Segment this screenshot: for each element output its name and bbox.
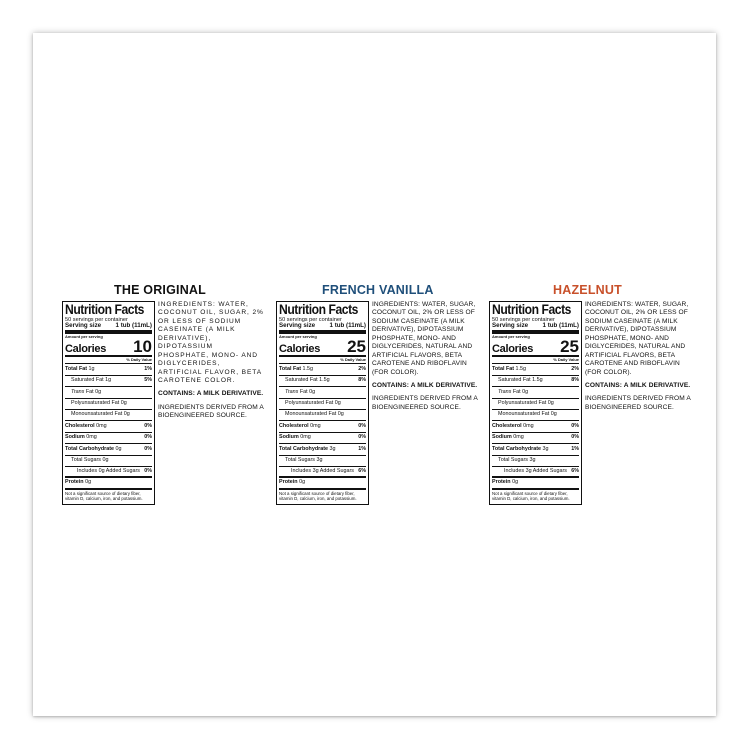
nutrient-row — [65, 478, 152, 489]
nutrient-name-bold: Protein — [65, 479, 84, 486]
ingredients-block — [585, 301, 692, 417]
nutrient-amount: Saturated Fat 1.5g — [285, 377, 330, 384]
nutrient-daily-value: 0% — [571, 434, 579, 441]
nutrient-row — [492, 421, 579, 432]
calories-label: Calories — [279, 343, 321, 356]
nutrition-label — [62, 301, 155, 505]
nutrient-amount: 0g — [114, 445, 122, 452]
calories-row — [279, 339, 366, 357]
nutrient-row — [492, 376, 579, 387]
nutrient-row — [65, 421, 152, 432]
serving-size — [279, 323, 366, 334]
label-footnote: Not a significant source of dietary fiber, vitamin D, calcium, iron, and potassium. — [492, 490, 570, 502]
nutrient-name — [65, 469, 140, 474]
nutrient-name — [279, 412, 344, 417]
nutrient-name-bold: Sodium — [65, 434, 85, 441]
ingredients-text: INGREDIENTS: WATER, COCONUT OIL, SUGAR, 2% OR LESS OF SODIUM CASEINATE (A MILK DERIVATIVE), DIPOTASSIUM PHOSPHATE, MONO- AND DIGLYCERIDES, ARTIFICIAL FLAVOR, BETA CAROTENE COLOR. — [158, 301, 264, 384]
nutrient-name — [65, 447, 122, 452]
nutrient-amount: Fat 0g — [298, 388, 316, 395]
nutrient-amount: 0mg — [84, 434, 97, 441]
product-title: FRENCH VANILLA — [322, 283, 434, 297]
bioengineered-text: INGREDIENTS DERIVED FROM A BIOENGINEERED SOURCE. — [158, 403, 264, 420]
nutrition-label — [276, 301, 369, 505]
nutrient-name — [65, 480, 91, 485]
nutrient-row — [492, 444, 579, 455]
nutrient-amount: Fat 0g — [84, 388, 102, 395]
nutrient-daily-value: 8% — [571, 377, 579, 384]
nutrient-name-bold: Protein — [492, 479, 511, 486]
nutrient-name-bold: Sodium — [492, 434, 512, 441]
calories-label: Calories — [492, 343, 534, 356]
product-title: HAZELNUT — [553, 283, 622, 297]
nutrient-daily-value: 0% — [144, 422, 152, 429]
nutrient-name — [279, 367, 313, 372]
product-title: THE ORIGINAL — [114, 283, 206, 297]
nutrient-name — [279, 401, 341, 406]
ingredients-block — [372, 301, 479, 417]
nutrient-row — [492, 478, 579, 489]
nutrient-name — [279, 390, 315, 395]
nutrition-heading: Nutrition Facts — [65, 302, 144, 317]
nutrient-amount: Total Sugars 3g — [285, 457, 323, 464]
nutrient-row — [279, 456, 366, 467]
nutrient-daily-value: 1% — [571, 445, 579, 452]
nutrient-row — [65, 399, 152, 410]
nutrient-amount: 0mg — [94, 422, 107, 429]
daily-value-header: % Daily Value — [65, 357, 152, 364]
nutrition-heading: Nutrition Facts — [279, 302, 358, 317]
nutrient-row — [492, 387, 579, 398]
nutrient-daily-value: 6% — [571, 467, 579, 474]
nutrient-name — [65, 435, 97, 440]
nutrient-amount: Monounsaturated Fat 0g — [285, 411, 344, 418]
nutrient-row — [279, 444, 366, 455]
nutrient-amount: 3g — [328, 445, 336, 452]
nutrient-amount: Includes 3g Added Sugars — [291, 467, 354, 474]
contains-text: CONTAINS: A MILK DERIVATIVE. — [585, 381, 691, 389]
nutrient-amount: 0mg — [298, 434, 311, 441]
calories-value: 25 — [560, 337, 579, 357]
nutrient-row — [279, 387, 366, 398]
nutrient-row — [279, 399, 366, 410]
ingredients-text: INGREDIENTS: WATER, SUGAR, COCONUT OIL, 2% OR LESS OF SODIUM CASEINATE (A MILK DERIVATIVE), DIPOTASSIUM PHOSPHATE, MONO- AND DIGLYCERIDES, NATURAL AND ARTIFICIAL FLAVORS, BETA CAROTENE AND RIBOFLAVIN (FOR COLOR). — [372, 301, 476, 376]
nutrient-name — [65, 390, 101, 395]
nutrient-name — [65, 424, 107, 429]
nutrient-daily-value: 0% — [144, 467, 152, 474]
calories-value: 25 — [347, 337, 366, 357]
servings-per-container: 50 servings per container — [65, 316, 128, 323]
nutrient-rows — [65, 364, 152, 489]
nutrient-name — [492, 435, 524, 440]
nutrient-amount: Monounsaturated Fat 0g — [71, 411, 130, 418]
nutrient-name — [279, 458, 322, 463]
nutrient-name — [492, 458, 535, 463]
nutrient-name — [492, 401, 554, 406]
nutrient-row — [279, 478, 366, 489]
serving-size-value: 1 tub (11mL) — [329, 322, 366, 330]
nutrient-row — [65, 433, 152, 444]
nutrient-name — [65, 367, 95, 372]
nutrient-name-bold: Total Carbohydrate — [65, 445, 115, 452]
ingredients-text: INGREDIENTS: WATER, SUGAR, COCONUT OIL, 2% OR LESS OF SODIUM CASEINATE (A MILK DERIVATIVE), DIPOTASSIUM PHOSPHATE, MONO- AND DIGLYCERIDES, NATURAL AND ARTIFICIAL FLAVORS, BETA CAROTENE AND RIBOFLAVIN (FOR COLOR). — [585, 301, 689, 376]
nutrient-name — [492, 469, 567, 474]
servings-per-container: 50 servings per container — [492, 316, 555, 323]
nutrient-name-bold: Total Fat — [492, 365, 515, 372]
nutrient-row — [492, 410, 579, 421]
nutrient-amount: 0mg — [511, 434, 524, 441]
nutrient-daily-value: 0% — [571, 422, 579, 429]
serving-size — [65, 323, 152, 334]
nutrient-row — [492, 433, 579, 444]
servings-per-container: 50 servings per container — [279, 316, 342, 323]
nutrient-name — [492, 480, 518, 485]
nutrient-amount: 0mg — [308, 422, 321, 429]
nutrient-amount: Fat 0g — [511, 388, 529, 395]
nutrient-row — [492, 399, 579, 410]
nutrient-row — [279, 410, 366, 421]
nutrient-name — [492, 424, 534, 429]
serving-size-label: Serving size — [492, 322, 529, 330]
nutrient-row — [279, 376, 366, 387]
nutrient-name — [279, 435, 311, 440]
nutrient-name — [279, 447, 336, 452]
nutrient-daily-value: 5% — [144, 377, 152, 384]
nutrient-name-bold: Total Carbohydrate — [279, 445, 329, 452]
nutrient-row — [65, 376, 152, 387]
nutrient-daily-value: 1% — [144, 365, 152, 372]
nutrient-row — [279, 364, 366, 375]
ingredients-block — [158, 301, 265, 426]
nutrient-amount: 1g — [87, 365, 95, 372]
calories-row — [65, 339, 152, 357]
nutrient-name — [492, 367, 526, 372]
nutrition-heading: Nutrition Facts — [492, 302, 571, 317]
daily-value-header: % Daily Value — [279, 357, 366, 364]
nutrient-name-italic: Trans — [71, 388, 85, 395]
nutrient-row — [65, 364, 152, 375]
nutrient-amount: Polyunsaturated Fat 0g — [498, 400, 554, 407]
nutrient-name — [279, 424, 321, 429]
nutrient-amount: Monounsaturated Fat 0g — [498, 411, 557, 418]
serving-size — [492, 323, 579, 334]
nutrient-row — [279, 433, 366, 444]
nutrient-daily-value: 1% — [358, 445, 366, 452]
nutrient-daily-value: 6% — [358, 467, 366, 474]
contains-text: CONTAINS: A MILK DERIVATIVE. — [158, 390, 264, 398]
calories-label: Calories — [65, 343, 107, 356]
nutrient-row — [65, 456, 152, 467]
nutrient-name — [65, 401, 127, 406]
nutrient-name — [279, 480, 305, 485]
contains-text: CONTAINS: A MILK DERIVATIVE. — [372, 381, 478, 389]
label-footnote: Not a significant source of dietary fiber, vitamin D, calcium, iron, and potassium. — [65, 490, 143, 502]
nutrient-name — [65, 378, 111, 383]
nutrient-amount: Saturated Fat 1g — [71, 377, 112, 384]
nutrient-name — [492, 447, 549, 452]
nutrient-amount: 0g — [297, 479, 306, 486]
nutrient-amount: Total Sugars 0g — [71, 457, 109, 464]
nutrient-amount: Polyunsaturated Fat 0g — [71, 400, 127, 407]
calories-value: 10 — [133, 337, 152, 357]
nutrient-name-bold: Total Fat — [279, 365, 302, 372]
nutrient-daily-value: 0% — [358, 434, 366, 441]
nutrient-name-bold: Cholesterol — [279, 422, 309, 429]
nutrient-name — [65, 458, 108, 463]
nutrient-name-bold: Protein — [279, 479, 298, 486]
nutrient-daily-value: 2% — [571, 365, 579, 372]
nutrient-name-bold: Total Carbohydrate — [492, 445, 542, 452]
bioengineered-text: INGREDIENTS DERIVED FROM A BIOENGINEERED SOURCE. — [585, 395, 691, 411]
nutrient-amount: 3g — [541, 445, 549, 452]
nutrient-row — [65, 410, 152, 421]
nutrition-label — [489, 301, 582, 505]
nutrient-daily-value: 0% — [358, 422, 366, 429]
nutrient-row — [279, 467, 366, 478]
nutrient-name-bold: Sodium — [279, 434, 299, 441]
nutrient-name — [65, 412, 130, 417]
nutrient-amount: 0g — [83, 479, 92, 486]
nutrient-amount: 1.5g — [301, 365, 314, 372]
nutrient-name-bold: Total Fat — [65, 365, 88, 372]
nutrient-name-bold: Cholesterol — [65, 422, 95, 429]
nutrient-daily-value: 8% — [358, 377, 366, 384]
nutrient-row — [492, 467, 579, 478]
bioengineered-text: INGREDIENTS DERIVED FROM A BIOENGINEERED SOURCE. — [372, 395, 478, 411]
nutrient-daily-value: 0% — [144, 445, 152, 452]
calories-row — [492, 339, 579, 357]
nutrient-amount: Includes 3g Added Sugars — [504, 467, 567, 474]
nutrient-amount: Total Sugars 3g — [498, 457, 536, 464]
nutrient-name-bold: Cholesterol — [492, 422, 522, 429]
nutrient-row — [279, 421, 366, 432]
nutrient-daily-value: 2% — [358, 365, 366, 372]
nutrient-rows — [492, 364, 579, 489]
nutrient-name-italic: Trans — [285, 388, 299, 395]
nutrient-amount: Includes 0g Added Sugars — [77, 467, 140, 474]
amount-per-serving: Amount per serving — [279, 334, 317, 340]
nutrient-row — [65, 467, 152, 478]
serving-size-label: Serving size — [65, 322, 102, 330]
nutrient-name — [279, 469, 354, 474]
nutrient-row — [492, 456, 579, 467]
nutrient-name-italic: Trans — [498, 388, 512, 395]
nutrient-row — [492, 364, 579, 375]
amount-per-serving: Amount per serving — [492, 334, 530, 340]
nutrient-daily-value: 0% — [144, 434, 152, 441]
amount-per-serving: Amount per serving — [65, 334, 103, 340]
nutrient-amount: 1.5g — [514, 365, 527, 372]
nutrient-name — [492, 390, 528, 395]
serving-size-value: 1 tub (11mL) — [115, 322, 152, 330]
nutrient-name — [492, 378, 543, 383]
serving-size-value: 1 tub (11mL) — [542, 322, 579, 330]
nutrient-row — [65, 444, 152, 455]
nutrient-amount: Polyunsaturated Fat 0g — [285, 400, 341, 407]
product-card — [33, 33, 716, 716]
nutrient-name — [279, 378, 330, 383]
nutrient-name — [492, 412, 557, 417]
serving-size-label: Serving size — [279, 322, 316, 330]
daily-value-header: % Daily Value — [492, 357, 579, 364]
nutrient-amount: Saturated Fat 1.5g — [498, 377, 543, 384]
nutrient-row — [65, 387, 152, 398]
nutrient-rows — [279, 364, 366, 489]
nutrient-amount: 0g — [510, 479, 519, 486]
nutrient-amount: 0mg — [521, 422, 534, 429]
label-footnote: Not a significant source of dietary fiber, vitamin D, calcium, iron, and potassium. — [279, 490, 357, 502]
